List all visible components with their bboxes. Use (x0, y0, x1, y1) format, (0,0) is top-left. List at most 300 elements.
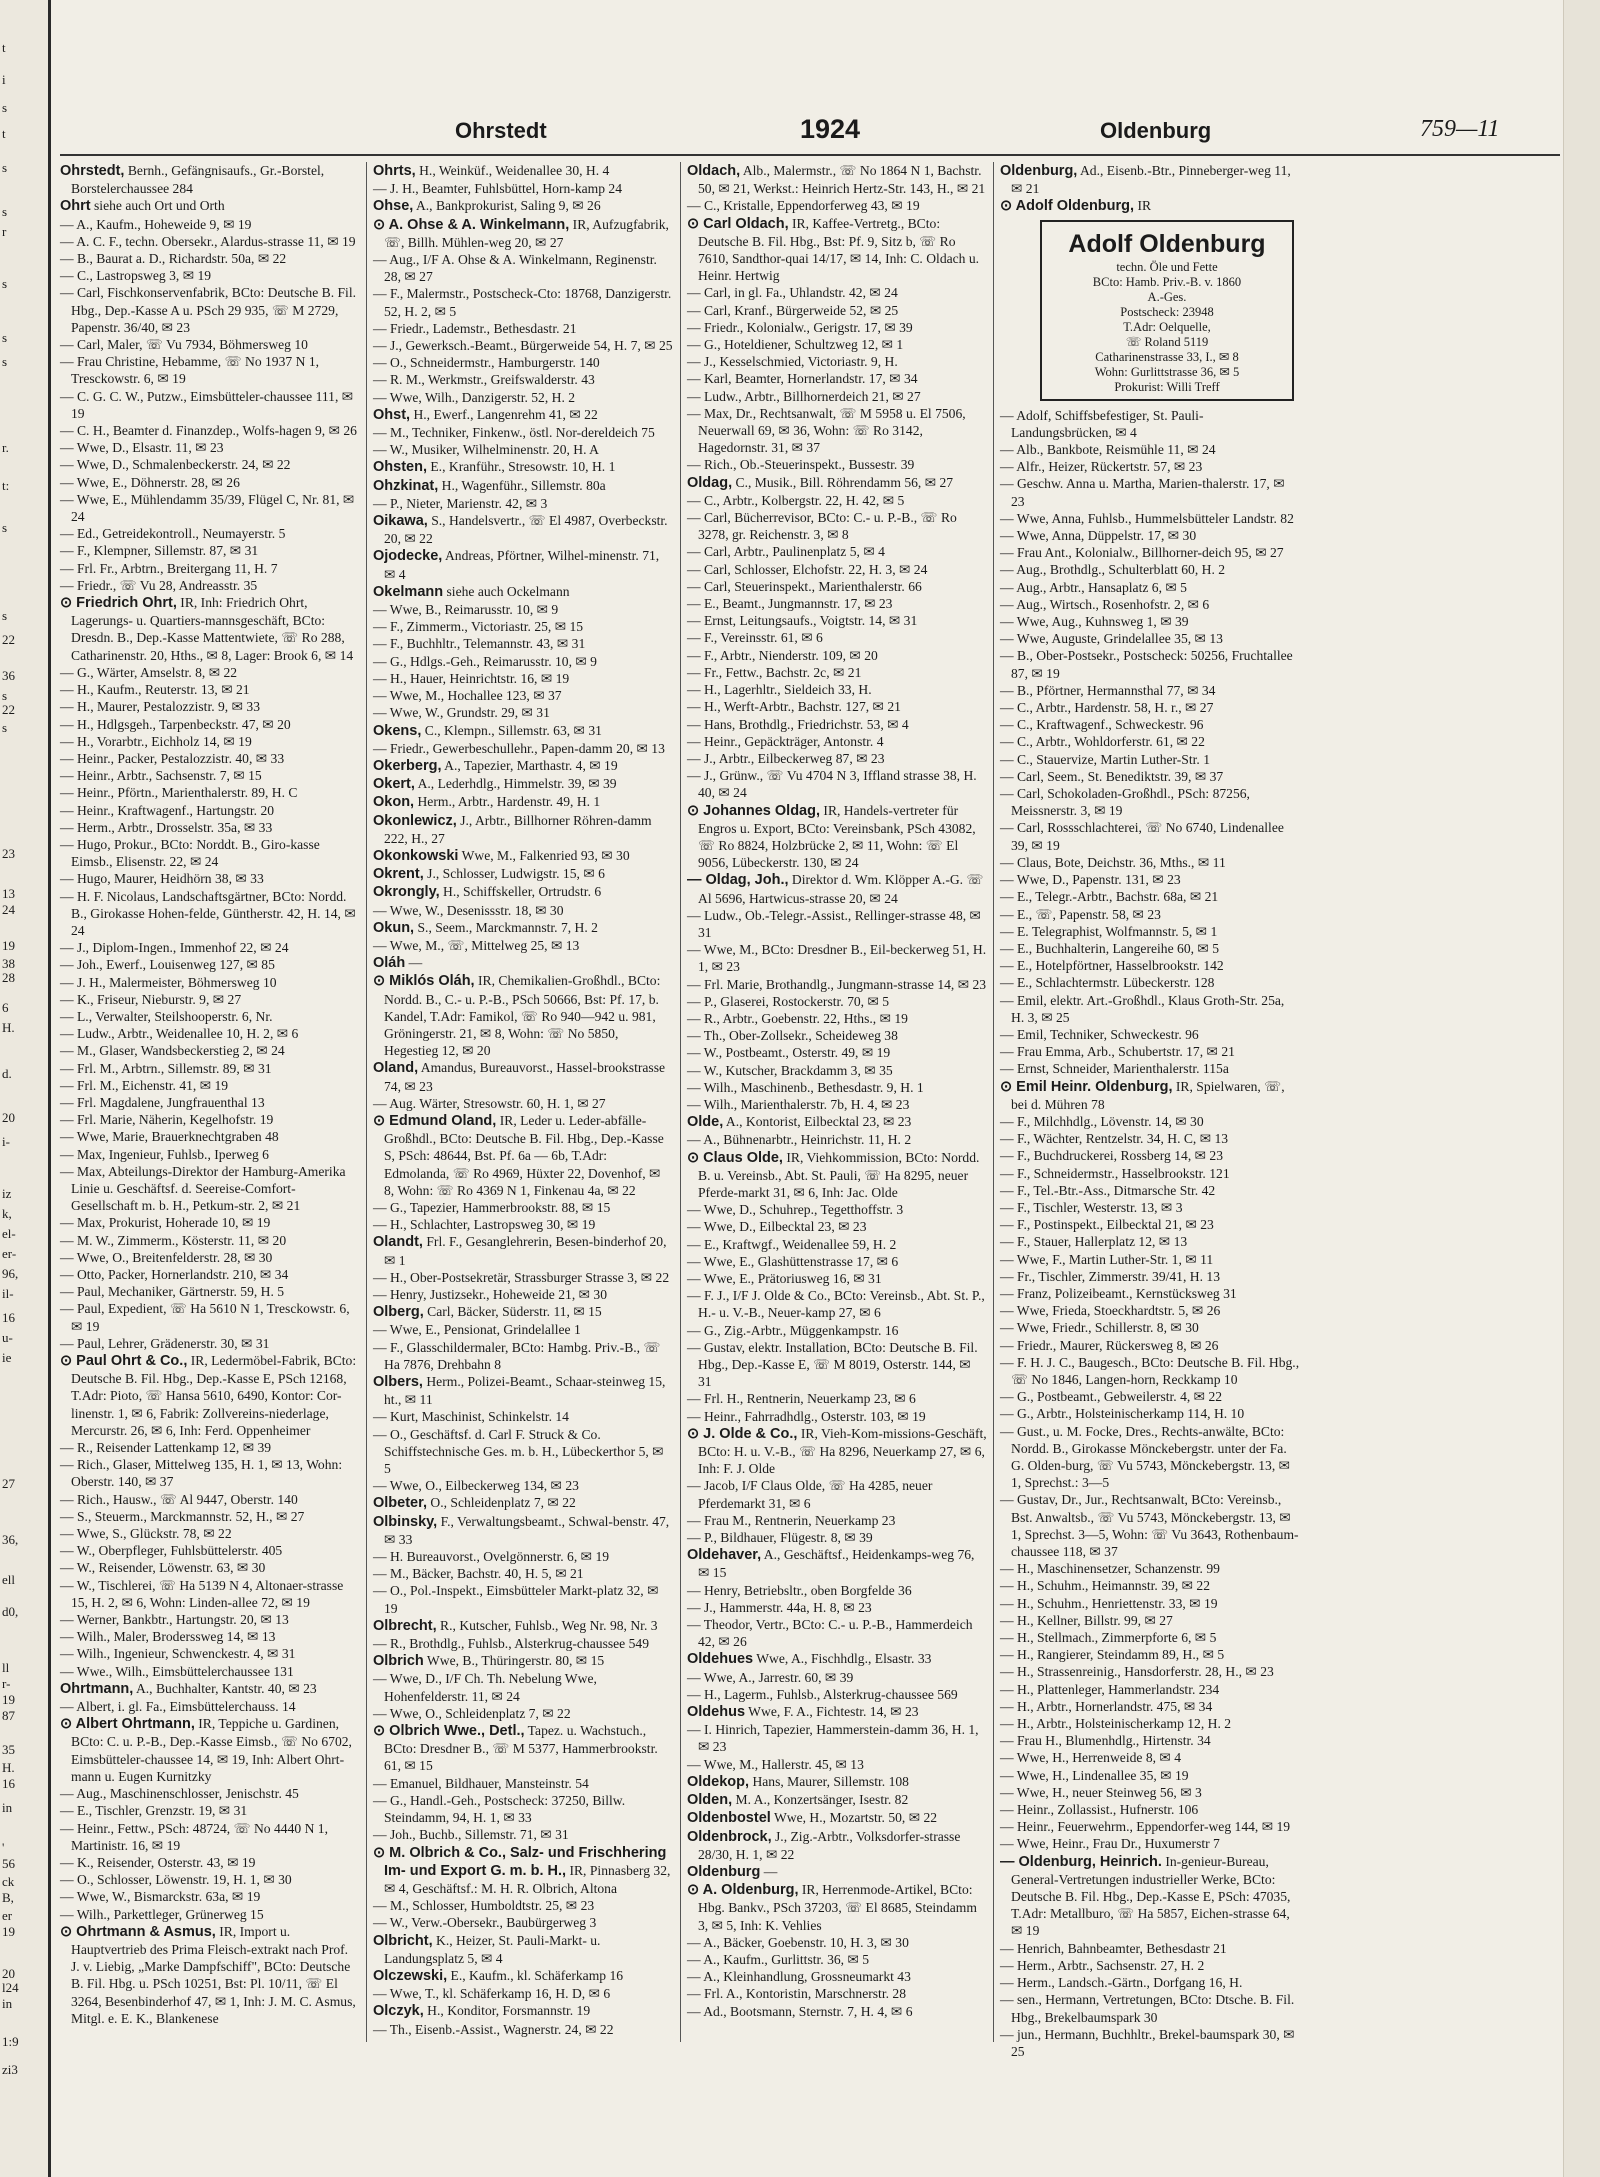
directory-entry (373, 512, 673, 547)
entry-details: Wwe, A., Fischhdlg., Elsastr. 33 (753, 1651, 932, 1667)
directory-entry (373, 1233, 673, 1268)
entry-heading: Oldenbrock, (687, 1828, 772, 1845)
entry-heading: Okert, (373, 776, 415, 793)
directory-entry (373, 337, 673, 354)
directory-entry (1000, 1423, 1300, 1492)
gutter-fragment: 20 (2, 1966, 15, 1981)
entry-text: — Heinr., Fettw., PSch: 48724, ☏ No 4440 N 1, Martinistr. 16, ✉ 19 (60, 1820, 328, 1853)
directory-entry (687, 871, 987, 906)
entry-text: — Joh., Ewerf., Louisenweg 127, ✉ 85 (60, 957, 275, 973)
directory-entry (60, 560, 360, 577)
entry-text: — Wilh., Ingenieur, Schwenckestr. 4, ✉ 31 (60, 1646, 296, 1662)
entry-text: — Aug., Brothdlg., Schulterblatt 60, H. 2 (1000, 562, 1226, 578)
entry-text: — C. G. C. W., Putzw., Eimsbütteler-chaussee 111, ✉ 19 (60, 388, 354, 421)
directory-entry (1000, 1749, 1300, 1766)
entry-text: — Emil, elektr. Art.-Großhdl., Klaus Groth-Str. 25a, H. 3, ✉ 25 (1000, 992, 1285, 1025)
entry-heading: Olberg, (373, 1304, 424, 1321)
directory-entry (1000, 1732, 1300, 1749)
directory-entry (60, 1214, 360, 1231)
entry-text: — Geschw. Anna u. Martha, Marien-thalerstr. 17, ✉ 23 (1000, 476, 1285, 509)
directory-entry (60, 577, 360, 594)
entry-text: — A., Kaufm., Gurlittstr. 36, ✉ 5 (687, 1951, 870, 1967)
entry-heading: Oldenburg (687, 1863, 761, 1880)
directory-entry (373, 1216, 673, 1233)
entry-text: — Wwe, M., BCto: Dresdner B., Eil-beckerweg 51, H. 1, ✉ 23 (687, 942, 987, 975)
ad-line: techn. Öle und Fette (1116, 259, 1218, 274)
entry-text: — H., Lagerm., Fuhlsb., Alsterkrug-chaussee 569 (687, 1686, 958, 1702)
entry-text: — E., Buchhalterin, Langereihe 60, ✉ 5 (1000, 940, 1220, 956)
gutter-fragment: 24 (2, 902, 15, 917)
directory-entry (1000, 579, 1300, 596)
gutter-fragment: d. (2, 1066, 12, 1081)
directory-entry (373, 775, 673, 793)
directory-entry (373, 722, 673, 740)
directory-entry (1000, 613, 1300, 630)
running-head-year: 1924 (800, 114, 861, 144)
directory-entry (373, 1914, 673, 1931)
directory-entry (1000, 923, 1300, 940)
entry-text: — H., Kaufm., Reuterstr. 13, ✉ 21 (60, 682, 250, 698)
directory-entry (373, 902, 673, 919)
directory-entry (1000, 1698, 1300, 1715)
gutter-fragment: u- (2, 1330, 13, 1345)
entry-details: H., Ewerf., Langenrehm 41, ✉ 22 (410, 406, 598, 422)
directory-entry (687, 1253, 987, 1270)
directory-entry (687, 302, 987, 319)
directory-entry (373, 757, 673, 775)
entry-heading: Oldach, (687, 163, 741, 179)
directory-entry (373, 1059, 673, 1094)
entry-details: Wwe, H., Mozartstr. 50, ✉ 22 (770, 1810, 938, 1826)
entry-text: — Alfr., Heizer, Rückertstr. 57, ✉ 23 (1000, 459, 1203, 475)
directory-entry (687, 698, 987, 715)
directory-entry (60, 594, 360, 664)
entry-details: J., Arbtr., Billhorner Röhren-damm 222, H., 27 (384, 812, 652, 846)
directory-entry (60, 1628, 360, 1645)
ad-line: A.-Ges. (1147, 289, 1187, 304)
entry-text: — H., Kellner, Billstr. 99, ✉ 27 (1000, 1612, 1173, 1628)
directory-entry (687, 1079, 987, 1096)
directory-entry (60, 681, 360, 698)
directory-entry (60, 1094, 360, 1111)
directory-entry (60, 1508, 360, 1525)
entry-text: — Claus, Bote, Deichstr. 36, Mths., ✉ 11 (1000, 854, 1226, 870)
directory-entry (1000, 1251, 1300, 1268)
entry-heading: ⊙ Carl Oldach, (687, 215, 789, 232)
entry-heading: ⊙ Ohrtmann & Asmus, (60, 1923, 216, 1940)
column-divider (680, 162, 681, 2042)
directory-entry (687, 1270, 987, 1287)
directory-entry (373, 1582, 673, 1616)
gutter-fragment: H. (2, 1760, 15, 1775)
entry-heading: Ohse, (373, 198, 414, 215)
entry-details: IR, Inh: Friedrich Ohrt, Lagerungs- u. Quartiers-mannsgeschäft, BCto: Dresdn. B., Dep.-Kasse Mattentwiete, ☏ Ro 288, Catharinenstr. 20, Hths., ✉ 8, Lager: Brook 6, ✉ 14 (71, 595, 354, 663)
directory-entry (373, 1373, 673, 1408)
gutter-fragment: in (2, 1996, 13, 2011)
entry-text: — C., Lastropsweg 3, ✉ 19 (60, 268, 212, 284)
directory-entry (687, 1968, 987, 1985)
gutter-fragment: iz (2, 1186, 12, 1201)
entry-text: — Carl, Bücherrevisor, BCto: C.- u. P.-B., ☏ Ro 3278, gr. Reichenstr. 3, ✉ 8 (687, 510, 957, 543)
entry-text: — Carl, Maler, ☏ Vu 7934, Böhmersweg 10 (60, 337, 308, 353)
entry-text: — Aug. Wärter, Stresowstr. 60, H. 1, ✉ 27 (373, 1095, 606, 1111)
entry-details: IR, Vieh-Kom-missions-Geschäft, BCto: H. u. V.-B., ☏ Ha 8296, Neuerkamp 27, ✉ 6, Inh: F. J. Olde (698, 1425, 987, 1477)
entry-text: — P., Nieter, Marienstr. 42, ✉ 3 (373, 495, 548, 511)
entry-text: — Max, Abteilungs-Direktor der Hamburg-Amerika Linie u. Geschäftsf. d. Seereise-Comfort-Gesellschaft m. b. H., Petkum-str. 2, ✉ 21 (60, 1163, 346, 1214)
directory-entry (1000, 1113, 1300, 1130)
directory-entry (373, 883, 673, 901)
entry-text: — Wwe, Anna, Fuhlsb., Hummelsbütteler Landstr. 82 (1000, 510, 1294, 526)
entry-text: — F., Milchhdlg., Lövenstr. 14, ✉ 30 (1000, 1113, 1204, 1129)
directory-entry (60, 162, 360, 197)
entry-text: — J., Hammerstr. 44a, H. 8, ✉ 23 (687, 1599, 872, 1615)
directory-entry (373, 320, 673, 337)
directory-entry (687, 767, 987, 801)
entry-text: — Frau Emma, Arb., Schubertstr. 17, ✉ 21 (1000, 1044, 1235, 1060)
directory-entry (373, 847, 673, 865)
directory-entry (373, 635, 673, 652)
entry-heading: Oldenburg, (1000, 163, 1078, 179)
entry-details: — (405, 955, 423, 971)
entry-text: — W., Postbeamt., Osterstr. 49, ✉ 19 (687, 1045, 891, 1061)
entry-text: — Henry, Justizsekr., Hoheweide 21, ✉ 30 (373, 1287, 608, 1302)
gutter-fragment: 22 (2, 702, 15, 717)
entry-text: — Fr., Fettw., Bachstr. 2c, ✉ 21 (687, 664, 862, 680)
entry-text: — E., ☏, Papenstr. 58, ✉ 23 (1000, 906, 1161, 922)
entry-text: — Fr., Tischler, Zimmerstr. 39/41, H. 13 (1000, 1268, 1220, 1284)
directory-entry (60, 353, 360, 387)
entry-text: — S., Steuerm., Marckmannstr. 52, H., ✉ 27 (60, 1508, 305, 1524)
entry-text: — F., Buchhltr., Telemannstr. 43, ✉ 31 (373, 636, 586, 652)
entry-text: — Frl. A., Kontoristin, Marschnerstr. 28 (687, 1986, 906, 2002)
directory-entry (1000, 940, 1300, 957)
entry-details: Andreas, Pförtner, Wilhel-minenstr. 71, ✉ 4 (384, 548, 660, 582)
directory-entry (1000, 682, 1300, 699)
gutter-fragment: l24 (2, 1980, 19, 1995)
gutter-fragment: s (2, 204, 8, 219)
entry-heading: ⊙ Edmund Oland, (373, 1112, 497, 1129)
entry-text: — Alb., Bankbote, Reismühle 11, ✉ 24 (1000, 442, 1216, 458)
entry-heading: ⊙ Adolf Oldenburg, (1000, 198, 1135, 215)
directory-entry (1000, 596, 1300, 613)
entry-text: — H., Rangierer, Steindamm 89, H., ✉ 5 (1000, 1647, 1225, 1663)
entry-text: — Wwe, E., Döhnerstr. 28, ✉ 26 (60, 474, 240, 490)
entry-text: — A., Kaufm., Hoheweide 9, ✉ 19 (60, 216, 252, 232)
directory-entry (60, 1128, 360, 1145)
entry-text: — R., Reisender Lattenkamp 12, ✉ 39 (60, 1440, 272, 1456)
entry-details: IR, Herrenmode-Artikel, BCto: Hbg. Bankv., PSch 37203, ☏ El 8685, Steindamm 3, ✉ 5, Inh: K. Vehlies (698, 1882, 977, 1933)
entry-text: — Ludw., Ob.-Telegr.-Assist., Rellinger-strasse 48, ✉ 31 (687, 907, 981, 940)
directory-entry (373, 251, 673, 285)
directory-entry (687, 1322, 987, 1339)
gutter-fragment: 87 (2, 1708, 15, 1723)
directory-entry (373, 1826, 673, 1843)
directory-entry (687, 993, 987, 1010)
directory-entry (1000, 751, 1300, 768)
entry-text: — Wwe, D., Eilbecktal 23, ✉ 23 (687, 1219, 867, 1235)
entry-heading: ⊙ Friedrich Ohrt, (60, 595, 177, 612)
directory-entry (1000, 1302, 1300, 1319)
directory-entry (687, 1669, 987, 1686)
directory-entry (373, 583, 673, 601)
entry-details: S., Handelsvertr., ☏ El 4987, Overbeckstr. 20, ✉ 22 (384, 513, 668, 547)
ad-line: BCto: Hamb. Priv.-B. v. 1860 (1092, 274, 1242, 289)
directory-entry (60, 1802, 360, 1819)
entry-text: — H., Maurer, Pestalozzistr. 9, ✉ 33 (60, 699, 260, 715)
entry-text: — Ed., Getreidekontroll., Neumayerstr. 5 (60, 526, 286, 542)
directory-entry (373, 2021, 673, 2038)
entry-text: — H., Arbtr., Hornerlandstr. 475, ✉ 34 (1000, 1698, 1213, 1714)
directory-entry (1000, 527, 1300, 544)
directory-entry (60, 1439, 360, 1456)
entry-text: — Wwe, O., Eilbeckerweg 134, ✉ 23 (373, 1478, 579, 1494)
directory-entry (1000, 1681, 1300, 1698)
directory-entry (1000, 1629, 1300, 1646)
entry-heading: ⊙ J. Olde & Co., (687, 1425, 798, 1442)
entry-text: — Heinr., Pförtn., Marienthalerstr. 89, H. C (60, 785, 298, 801)
directory-entry (687, 1828, 987, 1863)
gutter-fragment: 36 (2, 668, 15, 683)
entry-details: A., Geschäftsf., Heidenkamps-weg 76, ✉ 15 (698, 1547, 975, 1581)
entry-text: — Th., Eisenb.-Assist., Wagnerstr. 24, ✉ 22 (373, 2021, 614, 2037)
directory-entry (373, 1792, 673, 1826)
directory-entry (687, 1062, 987, 1079)
directory-entry (687, 561, 987, 578)
directory-entry (60, 284, 360, 336)
entry-text: — E., Kraftwgf., Weidenallee 59, H. 2 (687, 1236, 897, 1252)
directory-entry (1000, 1595, 1300, 1612)
entry-text: — Aug., Wirtsch., Rosenhofstr. 2, ✉ 6 (1000, 596, 1210, 612)
directory-entry (60, 802, 360, 819)
directory-entry (60, 1077, 360, 1094)
directory-entry (373, 1775, 673, 1792)
entry-details: Carl, Bäcker, Süderstr. 11, ✉ 15 (423, 1304, 602, 1320)
entry-text: — F., Buchdruckerei, Rossberg 14, ✉ 23 (1000, 1148, 1223, 1164)
entry-text: — Wwe, D., Papenstr. 131, ✉ 23 (1000, 872, 1181, 888)
gutter-fragment: in (2, 1800, 13, 1815)
entry-text: — Gustav, Dr., Jur., Rechtsanwalt, BCto: Vereinsb., Bst. Anwaltsb., ☏ Vu 5743, Mönckebergstr. 13, ✉ 1, Sprechst. 3—5, Wohn: ☏ Vu 3643, Rothenbaum-chaussee 118, ✉ 37 (1000, 1492, 1299, 1560)
entry-text: — Heinr., Gepäckträger, Antonstr. 4 (687, 733, 884, 749)
entry-heading: Olbers, (373, 1374, 423, 1391)
entry-text: — Herm., Arbtr., Drosselstr. 35a, ✉ 33 (60, 819, 273, 835)
entry-text: — Wwe, E., Prätoriusweg 16, ✉ 31 (687, 1271, 882, 1286)
entry-heading: ⊙ A. Oldenburg, (687, 1882, 799, 1899)
entry-text: — C., Arbtr., Kolbergstr. 22, H. 42, ✉ 5 (687, 492, 905, 508)
gutter-fragment: s (2, 330, 8, 345)
entry-text: — H., Schuhm., Heimannstr. 39, ✉ 22 (1000, 1578, 1210, 1594)
gutter-fragment: 36, (2, 1532, 19, 1547)
entry-details: Herm., Arbtr., Hardenstr. 49, H. 1 (414, 794, 601, 810)
entry-heading: Olbricht, (373, 1932, 433, 1949)
directory-entry (60, 1663, 360, 1680)
running-head (60, 110, 1560, 150)
entry-text: — Paul, Lehrer, Grädenerstr. 30, ✉ 31 (60, 1335, 270, 1351)
entry-heading: Olde, (687, 1114, 724, 1131)
directory-entry (373, 441, 673, 458)
directory-entry (60, 956, 360, 973)
directory-entry (373, 1722, 673, 1775)
directory-entry (373, 618, 673, 635)
entry-text: — Friedr., Gewerbeschullehr., Papen-damm 20, ✉ 13 (373, 740, 665, 756)
entry-details: E., Kaufm., kl. Schäferkamp 16 (447, 1967, 624, 1983)
entry-heading: Okonkowski (373, 847, 459, 864)
directory-entry (60, 388, 360, 422)
entry-heading: ⊙ Emil Heinr. Oldenburg, (1000, 1078, 1173, 1095)
entry-text: — E., Hotelpförtner, Hasselbrookstr. 142 (1000, 958, 1224, 974)
entry-text: — Carl, Schokoladen-Großhdl., PSch: 87256, Meissnerstr. 3, ✉ 19 (1000, 786, 1250, 819)
entry-text: — Wwe, F., Martin Luther-Str. 1, ✉ 11 (1000, 1251, 1214, 1267)
entry-heading: ⊙ Paul Ohrt & Co., (60, 1353, 188, 1370)
entry-text: — O., Pol.-Inspekt., Eimsbütteler Markt-platz 32, ✉ 19 (373, 1583, 659, 1616)
entry-text: — F., Arbtr., Nienderstr. 109, ✉ 20 (687, 647, 878, 663)
directory-entry (60, 870, 360, 887)
directory-entry (60, 422, 360, 439)
directory-entry (373, 812, 673, 847)
entry-details: Wwe, F. A., Fichtestr. 14, ✉ 23 (745, 1704, 919, 1720)
directory-entry (373, 793, 673, 811)
entry-text: — H., Maschinensetzer, Schanzenstr. 99 (1000, 1561, 1220, 1577)
entry-text: — Werner, Bankbtr., Hartungstr. 20, ✉ 13 (60, 1612, 289, 1628)
entry-text: — Max, Ingenieur, Fuhlsb., Iperweg 6 (60, 1146, 269, 1162)
directory-entry (60, 1025, 360, 1042)
entry-text: — Wwe, D., Elsastr. 11, ✉ 23 (60, 440, 224, 456)
entry-heading: ⊙ Johannes Oldag, (687, 802, 821, 819)
directory-entry (687, 1599, 987, 1616)
directory-entry (687, 2003, 987, 2020)
directory-entry (373, 1339, 673, 1373)
entry-details: siehe auch Ockelmann (443, 583, 570, 599)
gutter-fragment: k, (2, 1206, 12, 1221)
entry-details: Ad., Eisenb.-Btr., Pinneberger-weg 11, ✉ 21 (1011, 163, 1291, 197)
directory-entry (687, 543, 987, 560)
entry-text: — E., Tischler, Grenzstr. 19, ✉ 31 (60, 1803, 248, 1819)
directory-entry (373, 285, 673, 319)
entry-heading: Olbinsky, (373, 1513, 438, 1530)
entry-text: — Joh., Buchb., Sillemstr. 71, ✉ 31 (373, 1827, 569, 1843)
entry-heading: ⊙ Claus Olde, (687, 1149, 783, 1166)
directory-entry (687, 319, 987, 336)
entry-heading: Okens, (373, 722, 422, 739)
entry-text: — Emil, Techniker, Schweckestr. 96 (1000, 1026, 1199, 1042)
entry-text: — Wwe, W., Grundstr. 29, ✉ 31 (373, 705, 550, 721)
directory-entry (373, 1477, 673, 1494)
entry-text: — Henry, Betriebsltr., oben Borgfelde 36 (687, 1582, 912, 1598)
entry-text: — Hugo, Maurer, Heidhörn 38, ✉ 33 (60, 871, 264, 887)
directory-entry (1000, 906, 1300, 923)
directory-entry (60, 939, 360, 956)
directory-entry (60, 767, 360, 784)
entry-text: — Wwe, H., Herrenweide 8, ✉ 4 (1000, 1750, 1182, 1766)
gutter-fragment: s (2, 688, 8, 703)
entry-text: — Frl. Magdalene, Jungfrauenthal 13 (60, 1094, 265, 1110)
entry-text: — Ludw., Arbtr., Billhornerdeich 21, ✉ 27 (687, 388, 921, 404)
directory-entry (373, 1199, 673, 1216)
column-1 (60, 162, 360, 2042)
entry-text: — Jacob, I/F Claus Olde, ☏ Ha 4285, neuer Pferdemarkt 31, ✉ 6 (687, 1478, 933, 1511)
entry-text: — C., Kristalle, Eppendorferweg 43, ✉ 19 (687, 198, 920, 214)
gutter-fragment: 19 (2, 1924, 15, 1939)
entry-text: — Wwe, Heinr., Frau Dr., Huxumerstr 7 (1000, 1836, 1220, 1852)
entry-heading: Oldehus (687, 1704, 746, 1721)
directory-entry (687, 1881, 987, 1934)
directory-entry (373, 1967, 673, 1985)
directory-entry (373, 458, 673, 476)
entry-heading: Oldehaver, (687, 1547, 762, 1564)
directory-entry (1000, 819, 1300, 853)
entry-text: — Wilh., Parkettleger, Grünerweg 15 (60, 1906, 264, 1922)
directory-entry (1000, 1835, 1300, 1852)
entry-text: — Wwe, M., ☏, Mittelweg 25, ✉ 13 (373, 937, 580, 953)
directory-entry (1000, 1182, 1300, 1199)
entry-text: — Adolf, Schiffsbefestiger, St. Pauli-Landungsbrücken, ✉ 4 (1000, 407, 1204, 440)
directory-entry (60, 1335, 360, 1352)
gutter-fragment: s (2, 160, 8, 175)
directory-entry (373, 1303, 673, 1321)
entry-details: Wwe, M., Falkenried 93, ✉ 30 (458, 847, 630, 863)
directory-entry (687, 1201, 987, 1218)
directory-entry (687, 1236, 987, 1253)
gutter-fragment: 96, (2, 1266, 19, 1281)
directory-entry (1000, 992, 1300, 1026)
entry-text: — Ernst, Schneider, Marienthalerstr. 115a (1000, 1061, 1229, 1077)
entry-text: — Friedr., Lademstr., Bethesdastr. 21 (373, 320, 577, 336)
directory-entry (60, 1871, 360, 1888)
entry-text: — J., Diplom-Ingen., Immenhof 22, ✉ 24 (60, 940, 289, 956)
directory-entry (1000, 1165, 1300, 1182)
entry-text: — Ludw., Arbtr., Weidenallee 10, H. 2, ✉ 6 (60, 1026, 299, 1042)
directory-entry (1000, 1784, 1300, 1801)
entry-text: — H., Strassenreinig., Hansdorferstr. 28, H., ✉ 23 (1000, 1664, 1274, 1680)
directory-entry (687, 1951, 987, 1968)
directory-entry (1000, 854, 1300, 871)
directory-entry (373, 354, 673, 371)
entry-text: — Carl, Arbtr., Paulinenplatz 5, ✉ 4 (687, 544, 885, 560)
entry-text: — H., Hdlgsgeh., Tarpenbeckstr. 47, ✉ 20 (60, 716, 291, 732)
directory-entry (1000, 197, 1300, 215)
gutter-fragment: 13 (2, 886, 15, 901)
directory-entry (373, 1548, 673, 1565)
entry-details: C., Klempn., Sillemstr. 63, ✉ 31 (421, 722, 602, 738)
directory-entry (373, 954, 673, 972)
entry-text: — Frl. Marie, Näherin, Kegelhofstr. 19 (60, 1112, 274, 1128)
entry-details: IR, Leder u. Leder-abfälle-Großhdl., BCto: Deutsche B. Fil. Hbg., Dep.-Kasse S, PSch: 48644, Bst. Pf. 6a — 6b, T.Adr: Edmolanda, ☏ Ro 4969, Hüxter 22, Dovenhof, ✉ 8, Wohn: ☏ Ro 4369 N 1, Finkenau 4a, ✉ 22 (384, 1112, 664, 1198)
entry-text: — I. Hinrich, Tapezier, Hammerstein-damm 36, H. 1, ✉ 23 (687, 1722, 979, 1755)
directory-entry (373, 1565, 673, 1582)
entry-heading: Oldenbostel (687, 1810, 771, 1827)
entry-text: — jun., Hermann, Buchhltr., Brekel-baumspark 30, ✉ 25 (1000, 2026, 1295, 2059)
entry-text: — O., Geschäftsf. d. Carl F. Struck & Co. Schiffstechnische Ges. m. b. H., Lübeckerthor 5, ✉ 5 (373, 1426, 664, 1477)
entry-text: — G., Zig.-Arbtr., Müggenkampstr. 16 (687, 1322, 899, 1338)
entry-text: — H., Stellmach., Zimmerpforte 6, ✉ 5 (1000, 1630, 1217, 1646)
directory-entry (687, 353, 987, 370)
entry-text: — H., Arbtr., Holsteinischerkamp 12, H. 2 (1000, 1716, 1232, 1732)
entry-details: — (760, 1863, 778, 1879)
entry-details: M. A., Konzertsänger, Isestr. 82 (732, 1792, 909, 1808)
directory-entry (60, 525, 360, 542)
entry-details: IR, Kaffee-Vertretg., BCto: Deutsche B. Fil. Hbg., Bst: Pf. 9, Sitz b, ☏ Ro 7610, Sandthor-quai 14/17, ✉ 14, Inh: C. Oldach u. Heinr. Hertwig (698, 215, 980, 284)
gutter-fragment: 19 (2, 938, 15, 953)
directory-entry (1000, 1268, 1300, 1285)
entry-details: H., Weinküf., Weidenallee 30, H. 4 (415, 163, 610, 178)
directory-entry (1000, 544, 1300, 561)
entry-text: — Wwe, Frieda, Stoeckhardtstr. 5, ✉ 26 (1000, 1303, 1221, 1319)
directory-entry (60, 991, 360, 1008)
gutter-fragment: ck (2, 1874, 15, 1889)
entry-details: Direktor d. Wm. Klöpper A.-G. ☏ Al 5696, Hartwicus-strasse 20, ✉ 24 (698, 872, 984, 906)
directory-entry (373, 1897, 673, 1914)
directory-entry (60, 1698, 360, 1715)
entry-details: Alb., Malermstr., ☏ No 1864 N 1, Bachstr. 50, ✉ 21, Werkst.: Heinrich Hertz-Str. 143, H., ✉ 21 (698, 163, 986, 197)
